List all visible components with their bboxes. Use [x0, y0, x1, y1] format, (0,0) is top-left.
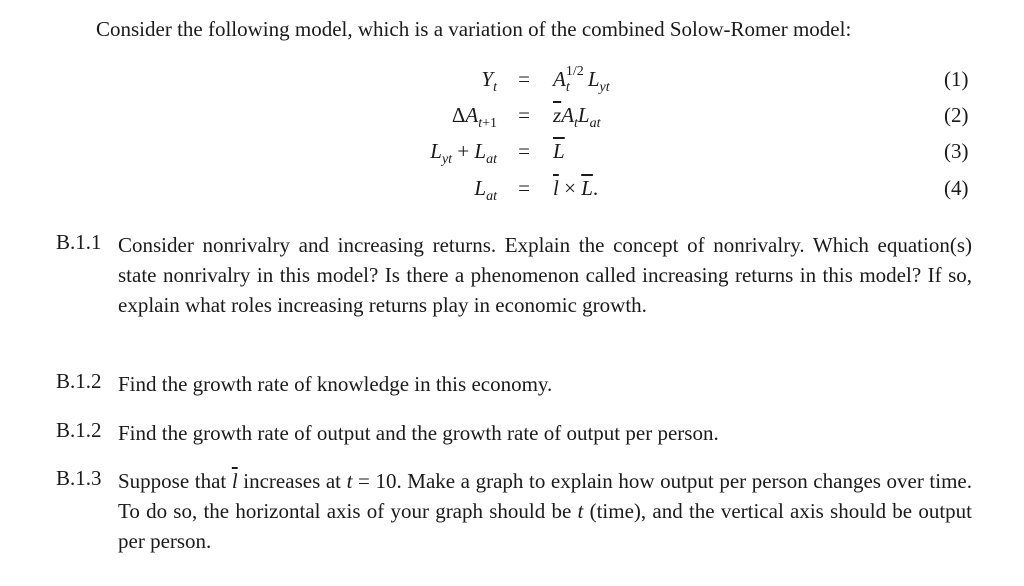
question-label: B.1.3	[56, 466, 102, 490]
equation-1-rhs: A 1/2 t $L_{yt}$	[553, 64, 610, 95]
time-variable: t	[346, 469, 353, 493]
equation-1-lhs: $Y_t$	[481, 67, 497, 95]
equation-2	[0, 103, 1024, 133]
equation-1-number: (1)	[944, 67, 969, 91]
question-label: B.1.2	[56, 369, 102, 393]
equation-4-number: (4)	[944, 176, 969, 200]
question-b-1-1	[56, 230, 972, 320]
equation-4-lhs: $L_{at}$	[474, 176, 497, 204]
equation-2-lhs: $\Delta A_{t+1}$	[451, 103, 497, 131]
question-text	[118, 466, 972, 556]
equation-3-lhs: $L_{yt} + L_{at}$	[430, 139, 497, 167]
text-segment: (time), and the vertical axis should be output per person.	[118, 499, 973, 553]
question-text: Find the growth rate of output and the growth rate of output per person.	[118, 421, 719, 445]
text-segment: increases at	[243, 469, 341, 493]
question-text: Find the growth rate of knowledge in this economy.	[118, 372, 553, 396]
question-b-1-3	[56, 466, 972, 556]
equation-1-rel: =	[518, 67, 530, 91]
equation-3-rel: =	[518, 139, 530, 163]
question-text: Consider nonrivalry and increasing returns. Explain the concept of nonrivalry. Which equation(s) state nonrivalry in this model? Is there a phenomenon called increasing returns in this model? If so, explain what roles increasing returns play in economic growth.	[118, 233, 972, 317]
equation-2-rhs: $\overline{z}A_tL_{at}$	[553, 103, 601, 131]
equation-3-rhs: $\overline{L}$	[553, 139, 565, 163]
equation-4	[0, 176, 1024, 206]
text-segment: Suppose that	[118, 469, 227, 493]
equation-3-number: (3)	[944, 139, 969, 163]
question-b-1-2-knowledge	[56, 369, 972, 399]
intro-sentence: Consider the following model, which is a variation of the combined Solow-Romer model:	[96, 17, 852, 41]
equation-3	[0, 139, 1024, 169]
question-label: B.1.2	[56, 418, 102, 442]
equation-4-rhs: $\overline{l} \times \overline{L}$.	[553, 176, 599, 200]
question-label: B.1.1	[56, 230, 102, 254]
equation-2-number: (2)	[944, 103, 969, 127]
equation-4-rel: =	[518, 176, 530, 200]
l-bar-symbol: $\overline{l}$	[231, 469, 238, 493]
text-segment: = 10. Make a graph to explain how output per person changes over time. To do so, the horizontal axis of your graph should be	[118, 469, 972, 523]
question-b-1-2-output	[56, 418, 972, 448]
equation-1	[0, 64, 1024, 97]
equation-2-rel: =	[518, 103, 530, 127]
time-variable: t	[577, 499, 584, 523]
